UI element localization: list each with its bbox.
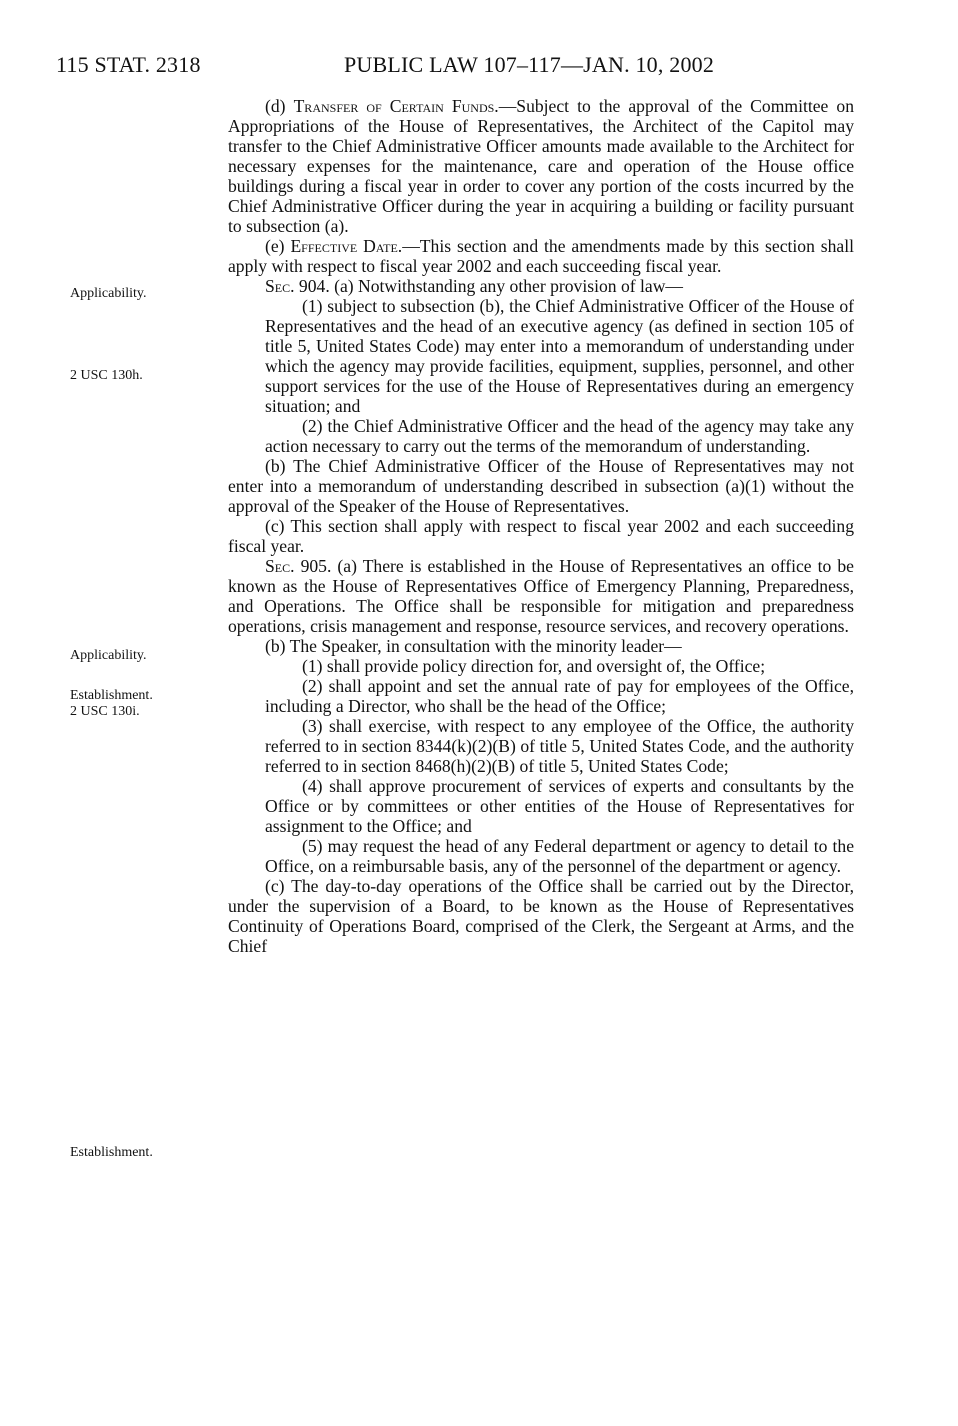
subsection: (b) The Chief Administrative Officer of the House of Representatives may not enter into a memorandum of understanding described in subsection (a)(1) without the approval of the Speaker of the House of Representatives. [228,456,854,516]
paragraph: (5) may request the head of any Federal department or agency to detail to the Office, on a reimbursable basis, any of the personnel of the department or agency. [265,836,854,876]
paragraph: (1) subject to subsection (b), the Chief Administrative Officer of the House of Representatives and the head of an executive agency (as defined in section 105 of title 5, United States Code) may enter into a memorandum of understanding under which the agency may provide facilities, equipment, supplies, personnel, and other support services for the use of the House of Representatives during an emergency situation; and [265,296,854,416]
margin-note-applicability: Applicability. [70,648,147,663]
subsection: (c) The day-to-day operations of the Office shall be carried out by the Director, under the supervision of a Board, to be known as the House of Representatives Continuity of Operations Board, comprised of the Clerk, the Sergeant at Arms, and the Chief [228,876,854,956]
section-label: Sec. [265,276,295,296]
statute-text [228,96,854,956]
subsection-heading: Effective Date. [290,236,403,256]
subsection: (b) The Speaker, in consultation with the minority leader— [265,636,682,656]
section-904: Sec. 904. (a) Notwithstanding any other provision of law— [265,276,683,296]
law-citation: PUBLIC LAW 107–117—JAN. 10, 2002 [344,52,715,77]
paragraph: (2) shall appoint and set the annual rate of pay for employees of the Office, including a Director, who shall be the head of the Office; [265,676,854,716]
margin-note-establishment: Establishment. [70,1145,153,1160]
margin-note-usc-130h: 2 USC 130h. [70,368,143,383]
subsection-e: (e) Effective Date.—This section and the amendments made by this section shall apply with respect to fiscal year 2002 and each succeeding fiscal year. [228,236,855,276]
subsection: (c) This section shall apply with respect to fiscal year 2002 and each succeeding fiscal year. [228,516,854,556]
subsection-heading: Transfer of Certain Funds. [293,96,499,116]
paragraph: (4) shall approve procurement of services of experts and consultants by the Office or by committees or other entities of the House of Representatives for assignment to the Office; and [265,776,854,836]
running-header [56,52,916,82]
paragraph: (2) the Chief Administrative Officer and the head of the agency may take any action necessary to carry out the terms of the memorandum of understanding. [265,416,854,456]
section-label: Sec. [265,556,295,576]
margin-note-usc-130i: 2 USC 130i. [70,704,140,719]
paragraph: (1) shall provide policy direction for, and oversight of, the Office; [302,656,766,676]
subsection-d: (d) Transfer of Certain Funds.—Subject to the approval of the Committee on Appropriations of the House of Representatives, the Architect of the Capitol may transfer to the Chief Administrative Officer amounts made available to the Architect for necessary expenses for the maintenance, care and operation of the House office buildings during a fiscal year in order to cover any portion of the costs incurred by the Chief Administrative Officer during the year in acquiring a building or facility pursuant to subsection (a). [228,96,854,236]
section-905: Sec. 905. (a) There is established in the House of Representatives an office to be known as the House of Representatives Office of Emergency Planning, Preparedness, and Operations. The Office shall be responsible for mitigation and preparedness operations, crisis management and response, resource services, and recovery operations. [228,556,854,636]
margin-note-applicability: Applicability. [70,286,147,301]
margin-note-establishment: Establishment. [70,688,153,703]
paragraph: (3) shall exercise, with respect to any employee of the Office, the authority referred to in section 8344(k)(2)(B) of title 5, United States Code, and the authority referred to in section 8468(h)(2)(B) of title 5, United States Code; [265,716,854,776]
page-reference: 115 STAT. 2318 [56,52,201,77]
